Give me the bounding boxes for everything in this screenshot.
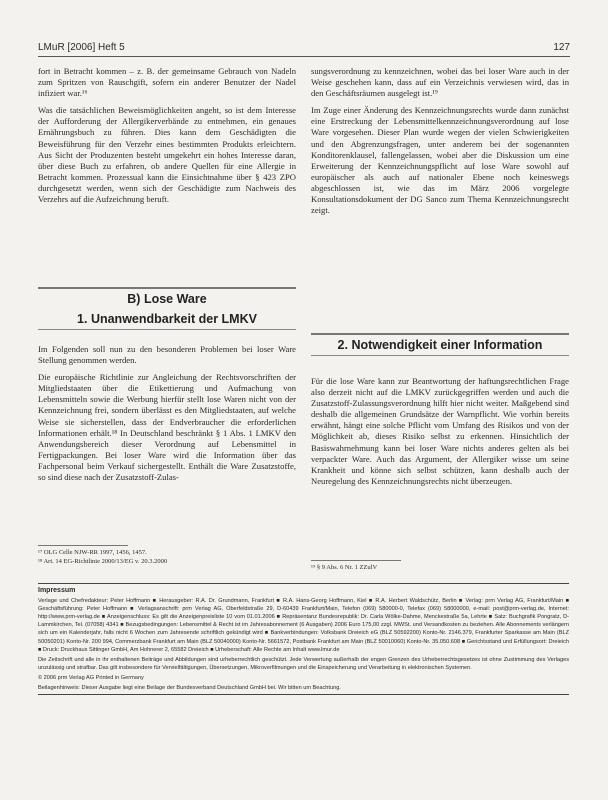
right-column-top — [311, 66, 569, 222]
paragraph: Im Zuge einer Änderung des Kennzeichnungsrechts wurde dann zunächst eine Erstreckung der Lebensmittelkennzeichnungsverordnung auf lose Ware vorgesehen. Dieser Plan wurde wegen der vielen Schwierigkeiten und den Abgrenzungsfragen, unter anderem bei der sogenannten Konditorenklausel, fallengelassen, wobei aber die Diskussion um eine Erweiterung der Kennzeichnungspflicht auf lose Ware sowohl auf europäischer als auch auf nationaler Ebene noch keineswegs abgeschlossen ist, wie das im März 2006 vorgelegte Konsultationsdokument der DG Sanco zum Thema Kennzeichnungsrecht zeigt. — [311, 105, 569, 216]
impressum-text: Verlage und Chefredakteur: Peter Hoffmann ■ Herausgeber: R.A. Dr. Grundmann, Frankfurt ■ R.A. Hans-Georg Hoffmann, Kiel ■ R.A. Herbert Waldschütz, Berlin ■ Verlag: prm Verlag AG, Frankfurt/Main ■ Geschäftsführung: Peter Hoffmann ■ Verlagsanschrift: prm Verlag AG, Oberfeldstraße 29, D-60439 Frankfurt/Main, Telefon (069) 580000-0, Telefax (069) 58000000, e-mail: post@prm-verlag.de, Internet: http://www.prm-verlag.de ■ Anzeigenschluss: Es gilt die Anzeigenpreisliste 10 vom 01.01.2006 ■ Repräsentanz Bundesrepublik: Dr. Carla Wölke-Dahme, Menckestraße 5a, Lehrte ■ Satz: Buchgrafik Pongratz, D-Lammkirchen, Tel. (07058) 4341 ■ Bezugsbedingungen: Lebensmittel & Recht ist im Jahresabonnement (6 Ausgaben) 2006 Euro 175,00 zzgl. MWSt. und Versandkosten zu beziehen. Alle Abonnements verlängern sich um ein Kalenderjahr, falls nicht 6 Wochen zum Jahresende schriftlich gekündigt wird ■ Bankverbindungen: Volksbank Dreieich eG (BLZ 50592200) Konto-Nr. 2146.379, Frankfurter Sparkasse am Main (BLZ 50050201) Konto-Nr. 200 994, Commerzbank Frankfurt am Main (BLZ 50040000) Konto-Nr. 5661572, Postbank Frankfurt am Main (BLZ 50010060) Konto-Nr. 35.050.608 ■ Gerichtsstand und Erfüllungsort: Dreieich ■ Druck: Druckhaus Sittinger GmbH, Am Hohnerer 2, 65582 Dreieich ■ Urheberschaft: Alle Rechte am Inhalt www.lmur.de — [38, 598, 569, 653]
paragraph: Für die lose Ware kann zur Beantwortung der haftungsrechtlichen Frage also derzeit nicht auf die LMKV zurückgegriffen werden und auch die Zusatzstoff-Zulassungsverordnung hilft hier nicht weiter. Maßgebend sind deshalb die allgemeinen Grundsätze der Warnpflicht. Wie vorhin bereits erwähnt, hängt eine solche Pflicht vom Umfang des Risikos und von der Möglichkeit ab, dieses Risiko selbst zu erkennen. Hinsichtlich der Basiswahrnehmung kann bei loser Ware nichts anderes gelten als bei verpackter Ware. Auch das Argument, der Allergiker wisse um seine Krankheit und könne sich selbst schützen, kann deshalb auch der Neuregelung des Kennzeichnungsrechts nicht überzeugen. — [311, 376, 569, 486]
paragraph: sungsverordnung zu kennzeichnen, wobei das bei loser Ware auch in der Weise geschehen kann, dass auf ein Verzeichnis verwiesen wird, das in den Geschäftsräumen ausgelegt ist.¹⁹ — [311, 66, 569, 99]
paragraph: Was die tatsächlichen Beweismöglichkeiten angeht, so ist dem Interesse der Aufforderung der Allergikerverbände zu entnehmen, ein genaues Ernährungsbuch zu führen. Dies kann dem Geschädigten die Beweisführung für den Verzehr eines bestimmten Produkts erleichtern. Aus Sicht der Produzenten besteht umgekehrt ein hohes Interesse daran, über diese Buch zu erfahren, ob andere Quellen für eine Allergie in Betracht kommen. Prozessual kann die Einsichtnahme über § 423 ZPO durchgesetzt werden, wenn sich der Geschädigte zum Nachweis des Verzehrs auf die Aufzeichnung beruft. — [38, 105, 296, 205]
subsection-heading-lmkv: 1. Unanwendbarkeit der LMKV — [77, 312, 257, 326]
footnote-divider — [38, 545, 128, 546]
impressum-text: Die Zeitschrift und alle in ihr enthaltenen Beiträge und Abbildungen sind urheberrechtlich geschützt. Jede Verwertung außerhalb der engen Grenzen des Urheberrechtsgesetzes ist ohne Zustimmung des Verlages unzulässig und strafbar. Das gilt insbesondere für Vervielfältigungen, Übersetzungen, Mikroverfilmungen und die Einspeicherung und Verarbeitung in elektronischen Systemen. — [38, 656, 569, 671]
footnotes-left — [38, 549, 296, 566]
running-header — [38, 40, 570, 57]
footnote-divider — [311, 560, 401, 561]
impressum-box — [38, 583, 569, 695]
footnote: ¹⁷ OLG Celle NJW-RR 1997, 1456, 1457. — [38, 549, 147, 556]
journal-reference: LMuR [2006] Heft 5 — [38, 42, 125, 53]
left-column-top — [38, 66, 296, 211]
paragraph: Die europäische Richtlinie zur Angleichung der Rechtsvorschriften der Mitgliedstaaten über die Etikettierung und Aufmachung von Lebensmitteln sowie die Werbung hierfür stellt lose Waren nicht von der Kennzeichnung frei, sondern überlässt es den Mitgliedstaaten, auf welche Weise sie sicherstellen, dass der Endverbraucher die erforderlichen Informationen erhält.¹⁸ In Deutschland beschränkt § 1 Abs. 1 LMKV den Anwendungsbereich dieser Verordnung auf Lebensmittel in Fertigpackungen. Bei loser Ware wird die Information über das Fachpersonal beim Verkauf sichergestellt. Enthält die Ware Zusatzstoffe, so sind diese nach der Zusatzstoff-Zulas- — [38, 372, 296, 483]
footnotes-right — [311, 564, 569, 573]
section-heading-block — [38, 287, 296, 330]
paragraph: fort in Betracht kommen – z. B. der gemeinsame Gebrauch von Nadeln zum Spritzen von Rauschgift, sofern ein anderer Benutzer der Nadel infiziert war.¹⁶ — [38, 66, 296, 99]
impressum-copyright: © 2006 prm Verlag AG Printed in Germany — [38, 674, 144, 681]
section-heading-block — [311, 333, 569, 356]
impressum-title: Impressum — [38, 587, 76, 594]
paragraph: Im Folgenden soll nun zu den besonderen Problemen bei loser Ware Stellung genommen werden. — [38, 344, 296, 366]
page-number: 127 — [553, 42, 570, 53]
impressum-notice: Beilagenhinweis: Dieser Ausgabe liegt eine Beilage der Bundesverband Deutschland GmbH bei. Wir bitten um Beachtung. — [38, 685, 341, 692]
section-heading-lose-ware: B) Lose Ware — [127, 292, 207, 306]
subsection-heading-information: 2. Notwendigkeit einer Information — [337, 338, 543, 352]
left-column-bottom — [38, 344, 296, 489]
footnote: ¹⁹ § 9 Abs. 6 Nr. 1 ZZulV — [311, 564, 378, 571]
footnote: ¹⁸ Art. 14 EG-Richtlinie 2000/13/EG v. 20.3.2000 — [38, 557, 168, 565]
right-column-bottom — [311, 376, 569, 493]
